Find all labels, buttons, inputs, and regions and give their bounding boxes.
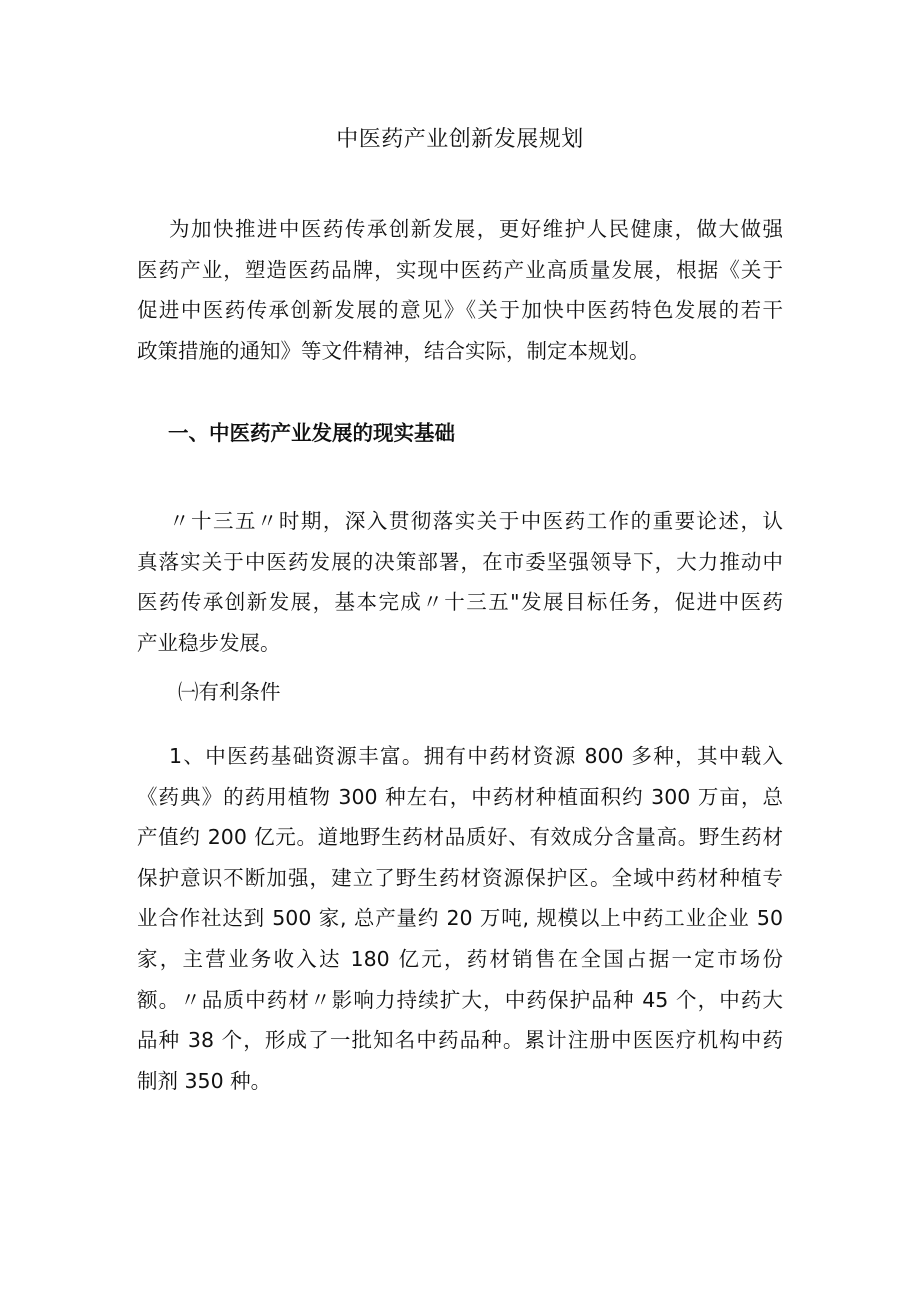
text-line: 《药典》的药用植物 300 种左右，中药材种植面积约 300 万亩，总 [137, 784, 783, 809]
text-line: 医药产业，塑造医药品牌，实现中医药产业高质量发展，根据《关于 [137, 257, 783, 282]
text-line: 产值约 200 亿元。道地野生药材品质好、有效成分含量高。野生药材 [137, 825, 783, 850]
text-line: 1、中医药基础资源丰富。拥有中药材资源 800 多种，其中载入 [169, 744, 783, 768]
text-line: 产业稳步发展。 [137, 630, 281, 655]
text-line: 保护意识不断加强，建立了野生药材资源保护区。全域中药材种植专 [137, 865, 783, 890]
text-line: 业合作社达到 500 家, 总产量约 20 万吨, 规模以上中药工业企业 50 [137, 906, 783, 931]
item1-paragraph [137, 736, 783, 1101]
section1-paragraph [137, 501, 783, 663]
document-title: 中医药产业创新发展规划 [336, 127, 584, 152]
text-line: 额。〃品质中药材〃影响力持续扩大，中药保护品种 45 个，中药大 [137, 987, 783, 1012]
text-line: 为加快推进中医药传承创新发展，更好维护人民健康，做大做强 [169, 217, 783, 241]
section-heading: 一、中医药产业发展的现实基础 [168, 421, 455, 445]
text-line: 制剂 350 种。 [137, 1068, 272, 1093]
intro-paragraph [137, 209, 783, 371]
text-line: 真落实关于中医药发展的决策部署，在市委坚强领导下，大力推动中 [137, 549, 783, 574]
text-line: 促进中医药传承创新发展的意见》《关于加快中医药特色发展的若干 [137, 298, 783, 323]
text-line: 品种 38 个，形成了一批知名中药品种。累计注册中医医疗机构中药 [137, 1028, 783, 1053]
text-line: 家，主营业务收入达 180 亿元，药材销售在全国占据一定市场份 [137, 946, 783, 971]
subsection-heading: ㈠有利条件 [178, 680, 281, 704]
text-line: 政策措施的通知》等文件精神，结合实际，制定本规划。 [137, 338, 650, 363]
text-line: 〃十三五〃时期，深入贯彻落实关于中医药工作的重要论述，认 [169, 509, 783, 533]
text-line: 医药传承创新发展，基本完成〃十三五"发展目标任务，促进中医药 [137, 590, 783, 615]
